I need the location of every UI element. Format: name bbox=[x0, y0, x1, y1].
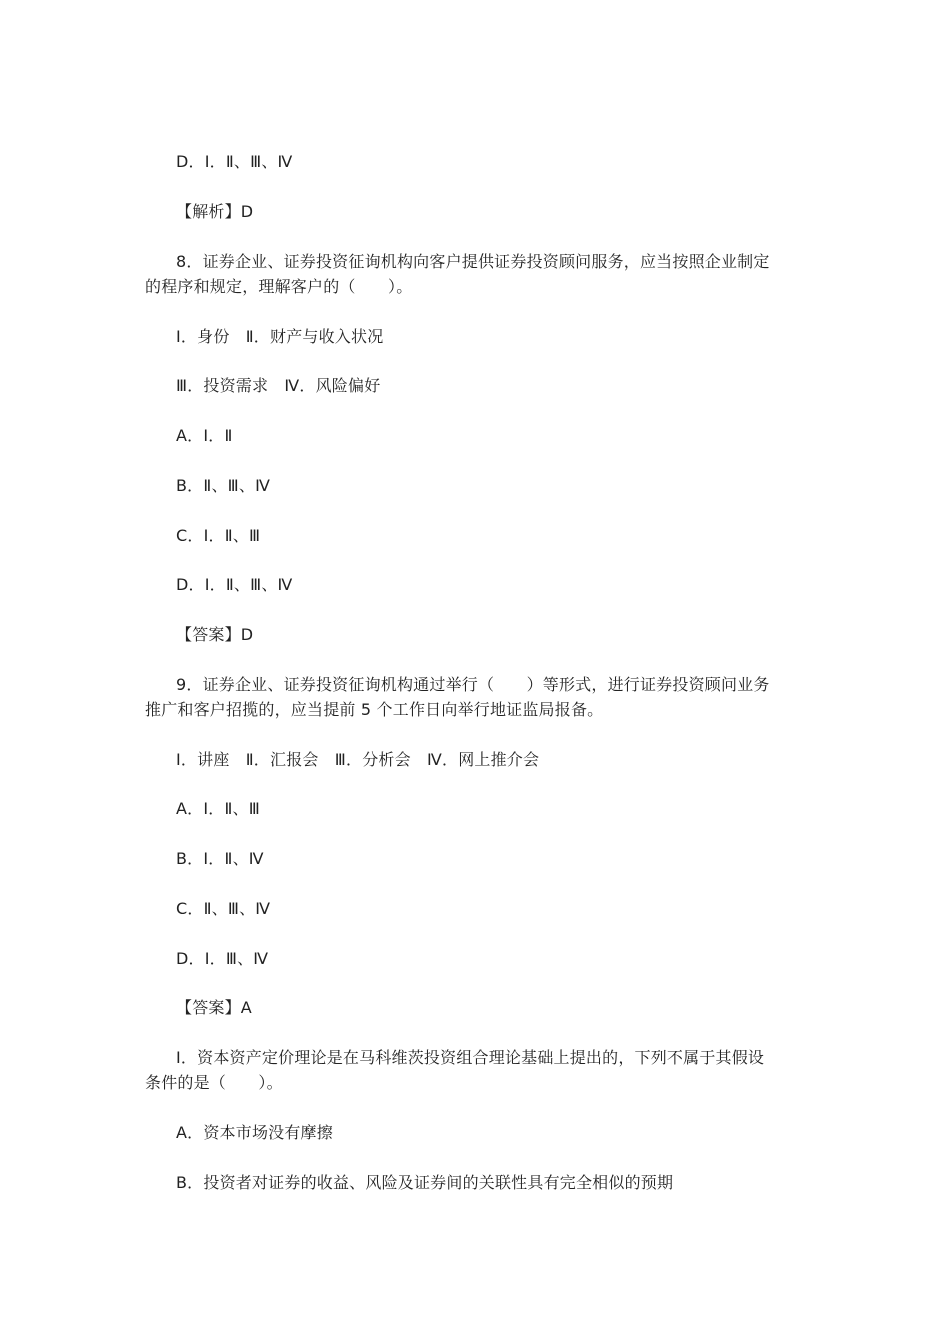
q9-items: Ⅰ．讲座 Ⅱ．汇报会 Ⅲ．分析会 Ⅳ．网上推介会 bbox=[176, 750, 540, 769]
q8-answer: 【答案】D bbox=[176, 625, 254, 644]
question-8-line-2: 的程序和规定，理解客户的（ ）。 bbox=[145, 277, 413, 296]
question-9-line-1: 9．证券企业、证券投资征询机构通过举行（ ）等形式，进行证券投资顾问业务 bbox=[176, 675, 770, 694]
q8-items-1: Ⅰ．身份 Ⅱ．财产与收入状况 bbox=[176, 327, 384, 346]
q8-option-d: D．Ⅰ．Ⅱ、Ⅲ、Ⅳ bbox=[176, 575, 293, 594]
q8-option-c: C．Ⅰ．Ⅱ、Ⅲ bbox=[176, 526, 261, 545]
question-capm-line-1: Ⅰ．资本资产定价理论是在马科维茨投资组合理论基础上提出的，下列不属于其假设 bbox=[176, 1048, 765, 1067]
question-8-line-1: 8．证券企业、证券投资征询机构向客户提供证券投资顾问服务，应当按照企业制定 bbox=[176, 252, 770, 271]
question-9-line-2: 推广和客户招揽的，应当提前 5 个工作日向举行地证监局报备。 bbox=[145, 700, 604, 719]
q9-answer: 【答案】A bbox=[176, 998, 252, 1017]
q9-option-a: A．Ⅰ．Ⅱ、Ⅲ bbox=[176, 799, 260, 818]
capm-option-a: A．资本市场没有摩擦 bbox=[176, 1123, 333, 1142]
q8-items-2: Ⅲ．投资需求 Ⅳ．风险偏好 bbox=[176, 376, 381, 395]
question-capm-line-2: 条件的是（ ）。 bbox=[145, 1073, 283, 1092]
option-d-q7: D．Ⅰ．Ⅱ、Ⅲ、Ⅳ bbox=[176, 152, 293, 171]
q8-option-b: B．Ⅱ、Ⅲ、Ⅳ bbox=[176, 476, 271, 495]
q9-option-d: D．Ⅰ．Ⅲ、Ⅳ bbox=[176, 949, 269, 968]
q9-option-c: C．Ⅱ、Ⅲ、Ⅳ bbox=[176, 899, 271, 918]
q8-option-a: A．Ⅰ．Ⅱ bbox=[176, 426, 233, 445]
analysis-q7: 【解析】D bbox=[176, 202, 254, 221]
q9-option-b: B．Ⅰ．Ⅱ、Ⅳ bbox=[176, 849, 264, 868]
capm-option-b: B．投资者对证券的收益、风险及证券间的关联性具有完全相似的预期 bbox=[176, 1173, 674, 1192]
